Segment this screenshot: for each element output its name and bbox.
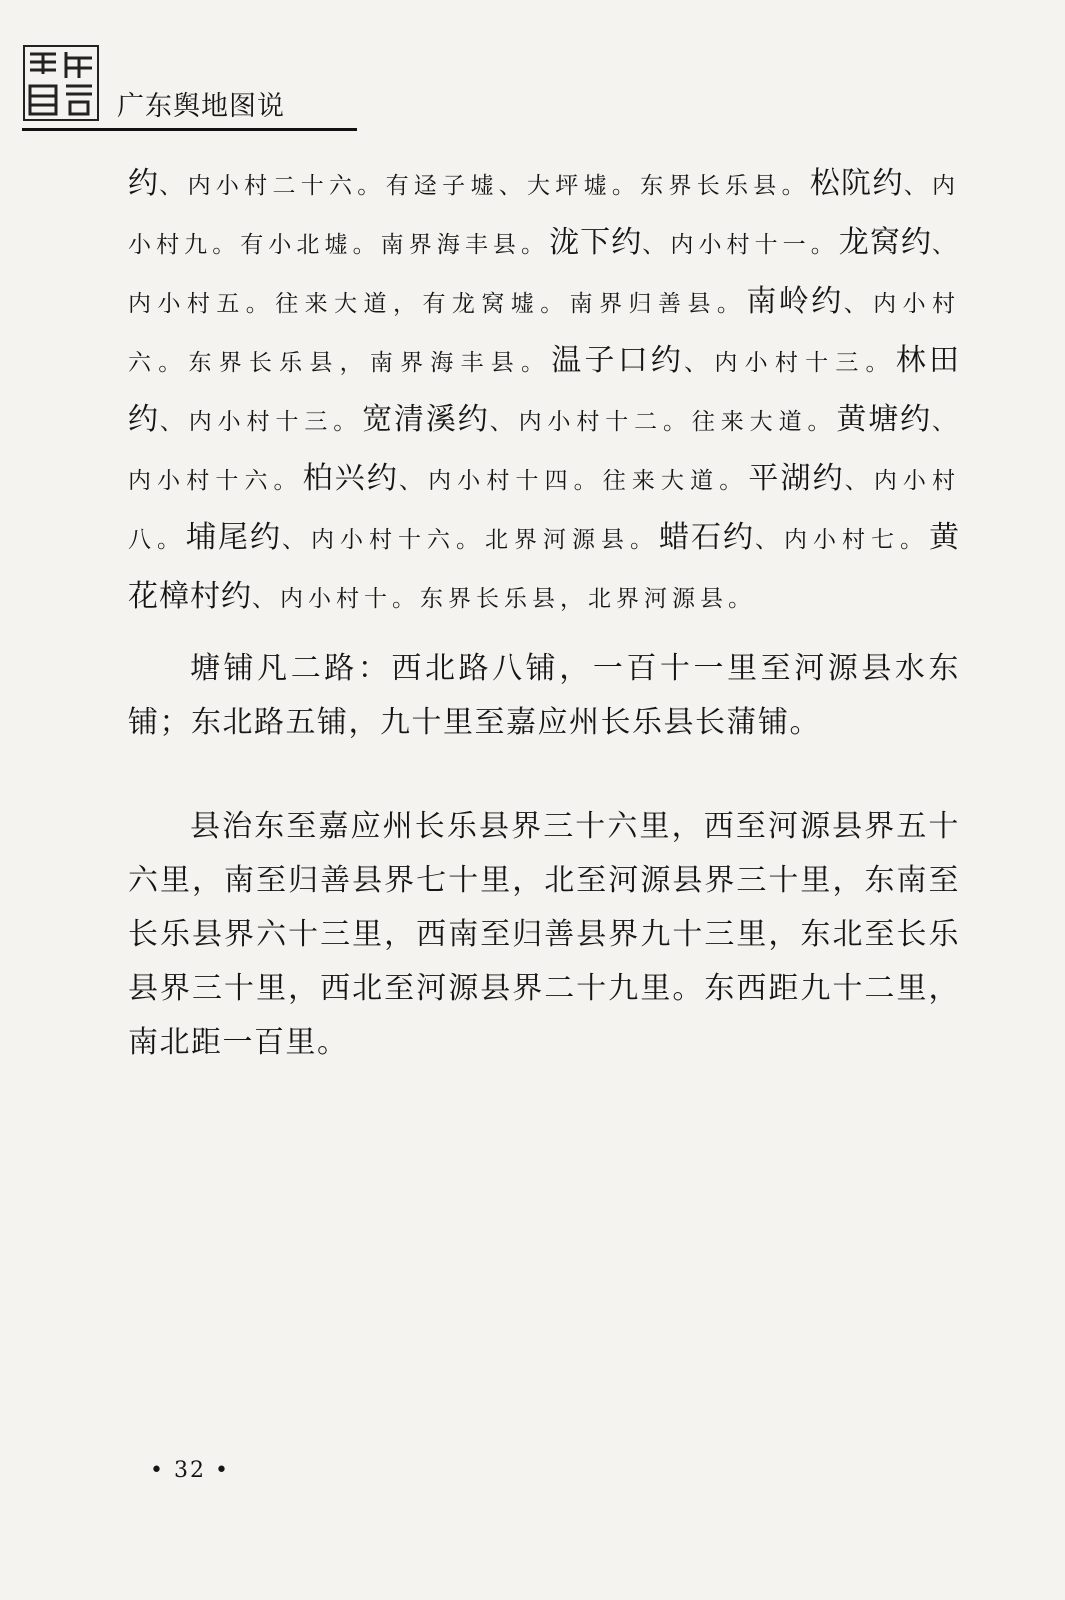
place-annotation: 、内小村五。往来大道，有龙窝墟。南界归善县。 [128,232,961,317]
header-divider [22,128,357,131]
place-annotation: 、内小村七。 [755,527,929,553]
place-name: 埔尾约 [186,520,282,555]
place-annotation: 、内小村二十六。有迳子墟、大坪墟。东界长乐县。 [159,173,810,199]
place-name: 约 [128,166,160,201]
county-boundaries-paragraph: 县治东至嘉应州长乐县界三十六里，西至河源县界五十六里，南至归善县界七十里，北至河源县界三十里，东南至长乐县界六十三里，西南至归善县界九十三里，东北至长乐县界三十里，西北至河源县界二十九里。东西距九十二里，南北距一百里。 [128,809,960,1060]
place-name: 南岭约 [746,284,844,319]
place-annotation: 、内小村八。 [128,468,961,553]
place-name: 龙窝约 [838,225,933,260]
place-name: 平湖约 [748,461,845,496]
seal-logo-icon [22,44,100,122]
place-annotation: 、内小村九。有小北墟。南界海丰县。 [128,173,961,258]
place-annotation: 、内小村十。东界长乐县，北界河源县。 [252,586,756,612]
place-name: 黄塘约 [836,402,933,437]
book-title-header: 广东舆地图说 [117,91,285,122]
place-name: 蜡石约 [659,520,755,555]
place-annotation: 、内小村六。东界长乐县，南界海丰县。 [128,291,961,376]
place-annotation: 、内小村十三。 [159,409,363,435]
place-annotation: 、内小村十三。 [684,350,896,376]
place-name: 松阬约 [809,166,904,201]
place-annotation: 、内小村十一。 [642,232,839,258]
place-name: 泷下约 [549,225,643,260]
place-name: 宽清溪约 [362,402,490,437]
place-name: 温子口约 [551,343,685,378]
place-annotation: 、内小村十二。往来大道。 [489,409,837,435]
place-name: 黄花樟村约 [128,520,960,614]
place-annotation: 、内小村十四。往来大道。 [399,468,749,494]
gazetteer-entries [128,156,960,628]
place-name: 柏兴约 [302,461,400,496]
place-annotation: 、内小村十六。 [128,409,961,494]
page-number: • 32 • [150,1458,230,1483]
place-annotation: 、内小村十六。北界河源县。 [282,527,659,553]
place-name: 林田约 [128,343,961,437]
postal-roads-paragraph: 塘铺凡二路：西北路八铺，一百十一里至河源县水东铺；东北路五铺，九十里至嘉应州长乐县长蒲铺。 [128,651,960,740]
